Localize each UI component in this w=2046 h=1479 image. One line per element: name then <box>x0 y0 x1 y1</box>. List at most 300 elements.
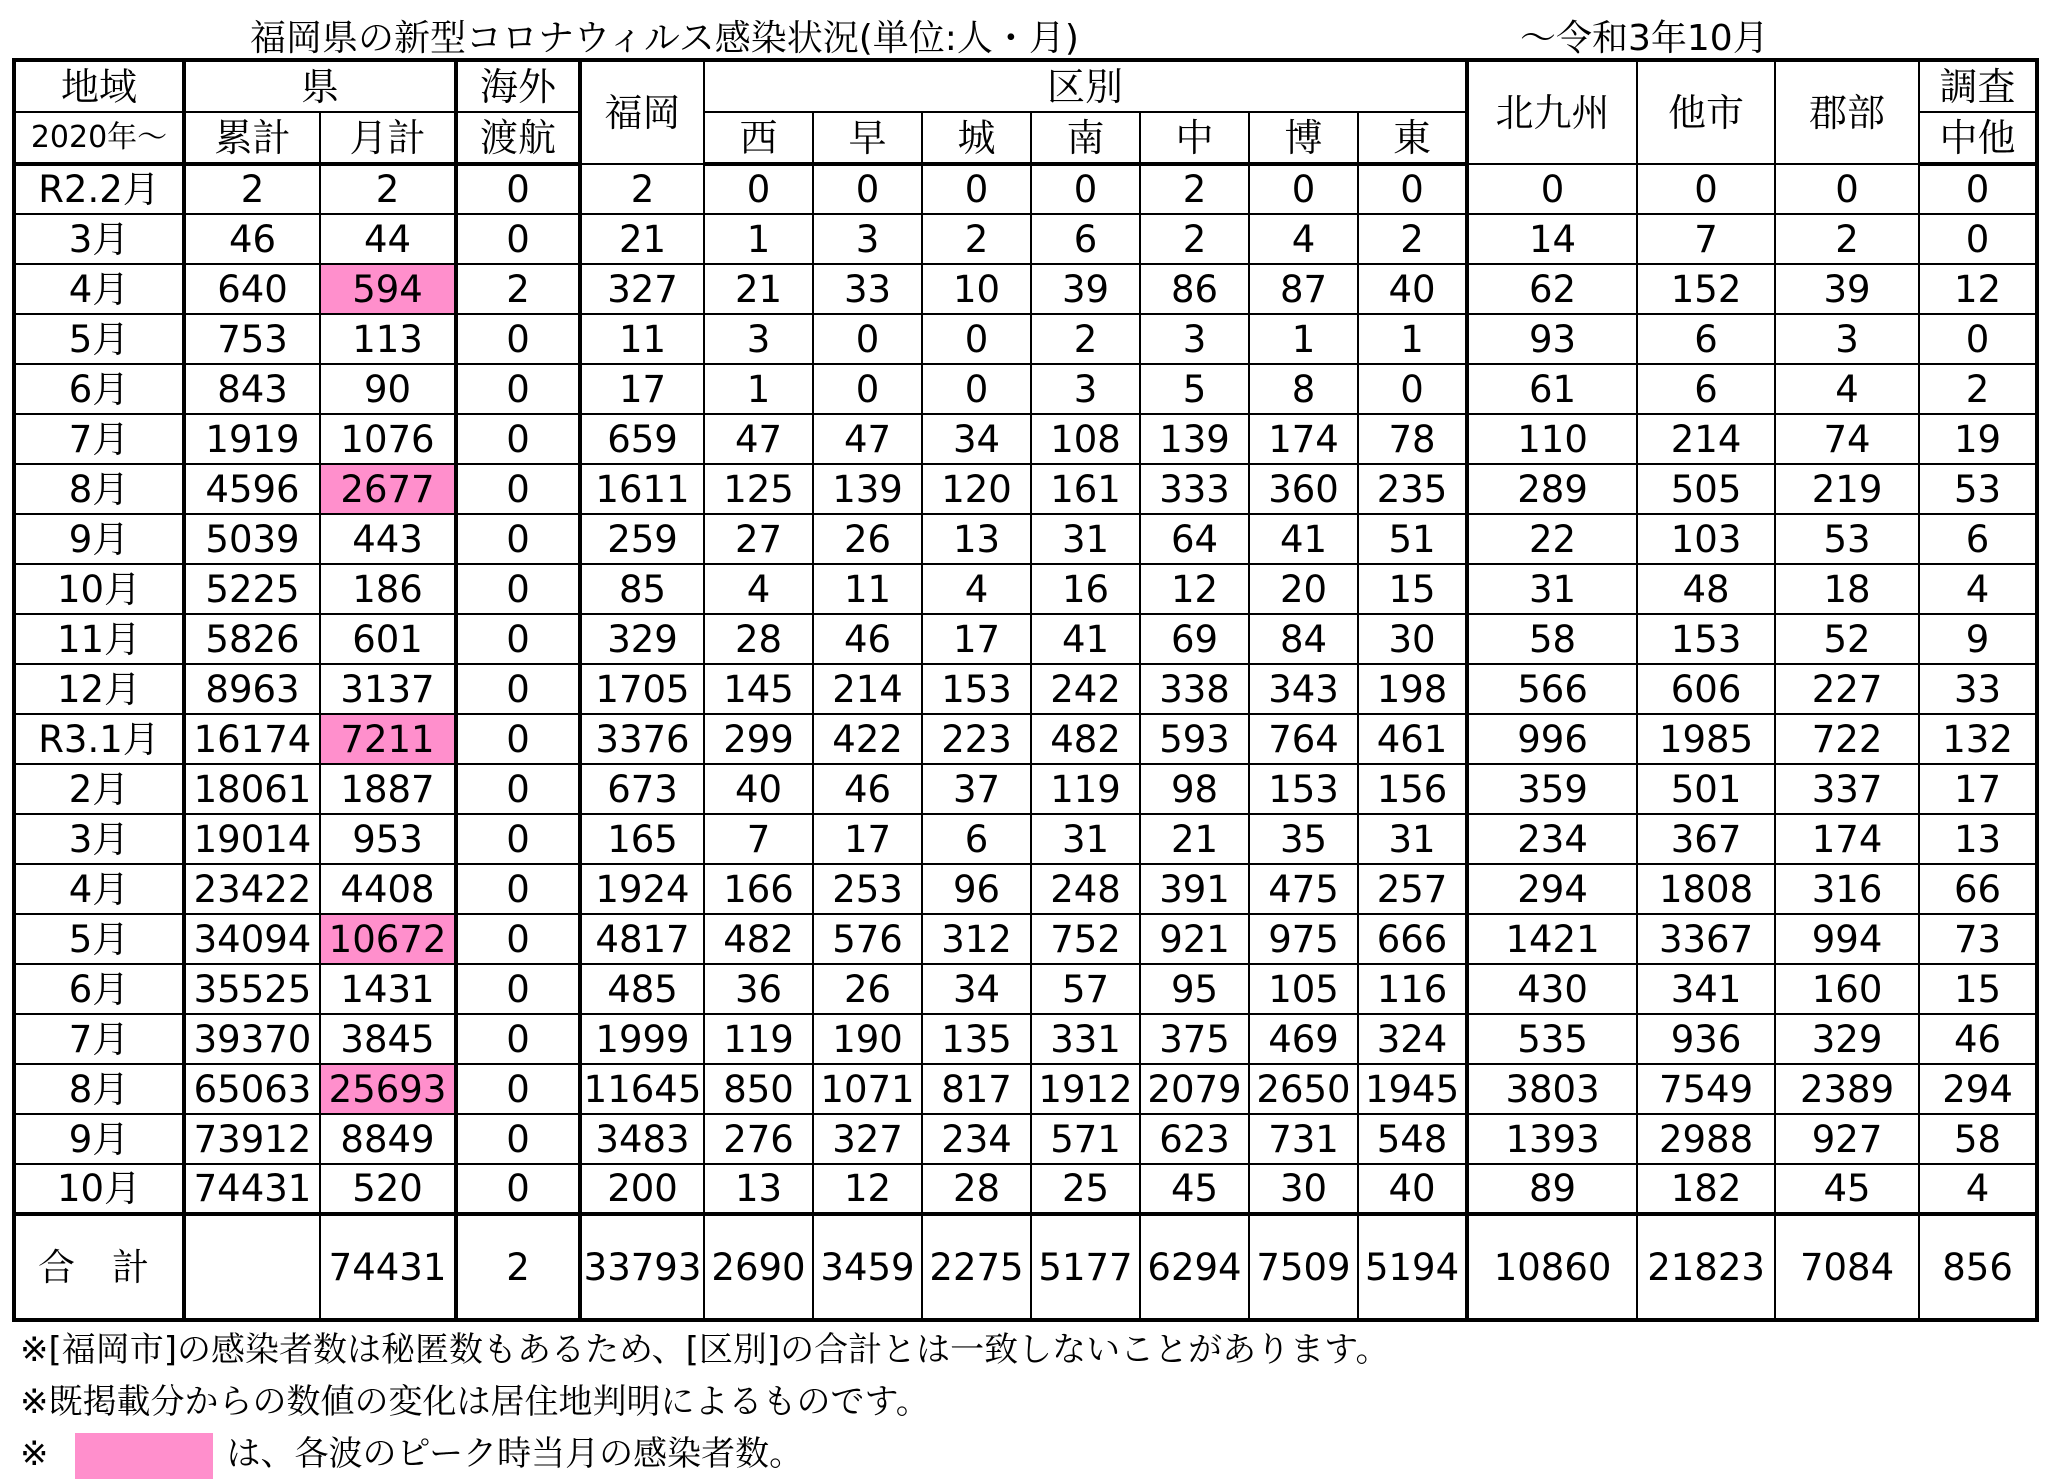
ward-nishi-cell: 125 <box>704 464 813 514</box>
month-cell: 10月 <box>14 1164 184 1214</box>
districts-cell: 316 <box>1775 864 1919 914</box>
districts-cell: 74 <box>1775 414 1919 464</box>
month-cell: 5月 <box>14 314 184 364</box>
districts-cell: 53 <box>1775 514 1919 564</box>
cumulative-cell: 74431 <box>184 1164 320 1214</box>
overseas-cell: 0 <box>456 714 580 764</box>
total-row <box>14 1214 2037 1320</box>
month-cell: 8月 <box>14 464 184 514</box>
ward-hakata-cell: 1 <box>1249 314 1358 364</box>
ward-nishi-cell: 21 <box>704 264 813 314</box>
ward-chuo-cell: 338 <box>1140 664 1249 714</box>
ward-hakata-cell: 105 <box>1249 964 1358 1014</box>
ward-minami-cell: 571 <box>1031 1114 1140 1164</box>
table-row <box>14 514 2037 564</box>
overseas-cell: 0 <box>456 364 580 414</box>
other-cities-cell: 103 <box>1637 514 1775 564</box>
ward-hakata-cell: 30 <box>1249 1164 1358 1214</box>
ward-chuo-cell: 391 <box>1140 864 1249 914</box>
ward-higashi-cell: 30 <box>1358 614 1467 664</box>
districts-cell: 160 <box>1775 964 1919 1014</box>
ward-minami-cell: 108 <box>1031 414 1140 464</box>
survey-cell: 73 <box>1919 914 2037 964</box>
kitakyushu-cell: 234 <box>1467 814 1637 864</box>
fukuoka-cell: 21 <box>580 214 704 264</box>
cumulative-cell: 23422 <box>184 864 320 914</box>
ward-nishi-cell: 276 <box>704 1114 813 1164</box>
ward-chuo-cell: 86 <box>1140 264 1249 314</box>
kitakyushu-cell: 3803 <box>1467 1064 1637 1114</box>
ward-hakata-cell: 0 <box>1249 164 1358 214</box>
ward-sawara-cell: 12 <box>813 1164 922 1214</box>
ward-nishi-cell: 1 <box>704 214 813 264</box>
month-cell: R2.2月 <box>14 164 184 214</box>
survey-cell: 17 <box>1919 764 2037 814</box>
ward-chuo-cell: 12 <box>1140 564 1249 614</box>
ward-chuo-cell: 98 <box>1140 764 1249 814</box>
survey-cell: 0 <box>1919 164 2037 214</box>
covid-table <box>12 58 2039 1322</box>
total-label: 合 計 <box>14 1214 184 1320</box>
fukuoka-cell: 1999 <box>580 1014 704 1064</box>
ward-hakata-cell: 174 <box>1249 414 1358 464</box>
month-cell: 7月 <box>14 1014 184 1064</box>
kitakyushu-cell: 58 <box>1467 614 1637 664</box>
cumulative-cell: 46 <box>184 214 320 264</box>
table-row <box>14 314 2037 364</box>
ward-higashi-cell: 548 <box>1358 1114 1467 1164</box>
districts-cell: 227 <box>1775 664 1919 714</box>
ward-sawara-cell: 33 <box>813 264 922 314</box>
survey-cell: 66 <box>1919 864 2037 914</box>
total-districts-cell: 7084 <box>1775 1214 1919 1320</box>
fukuoka-cell: 1611 <box>580 464 704 514</box>
ward-minami-cell: 248 <box>1031 864 1140 914</box>
total-ward-nishi-cell: 2690 <box>704 1214 813 1320</box>
cumulative-cell: 35525 <box>184 964 320 1014</box>
other-cities-cell: 0 <box>1637 164 1775 214</box>
other-cities-cell: 936 <box>1637 1014 1775 1064</box>
ward-sawara-cell: 26 <box>813 964 922 1014</box>
other-cities-cell: 153 <box>1637 614 1775 664</box>
overseas-cell: 0 <box>456 814 580 864</box>
ward-sawara-cell: 47 <box>813 414 922 464</box>
fukuoka-cell: 17 <box>580 364 704 414</box>
ward-sawara-cell: 576 <box>813 914 922 964</box>
kitakyushu-cell: 294 <box>1467 864 1637 914</box>
overseas-cell: 0 <box>456 514 580 564</box>
table-row <box>14 164 2037 214</box>
header-travel: 渡航 <box>456 112 580 164</box>
survey-cell: 6 <box>1919 514 2037 564</box>
ward-chuo-cell: 333 <box>1140 464 1249 514</box>
kitakyushu-cell: 61 <box>1467 364 1637 414</box>
cumulative-cell: 39370 <box>184 1014 320 1064</box>
cumulative-cell: 5826 <box>184 614 320 664</box>
districts-cell: 3 <box>1775 314 1919 364</box>
ward-sawara-cell: 3 <box>813 214 922 264</box>
ward-minami-cell: 57 <box>1031 964 1140 1014</box>
ward-jonan-cell: 4 <box>922 564 1031 614</box>
ward-chuo-cell: 3 <box>1140 314 1249 364</box>
monthly-cell: 443 <box>320 514 456 564</box>
table-title: 福岡県の新型コロナウィルス感染状況(単位:人・月) <box>250 18 1079 59</box>
header-ward-minami: 南 <box>1031 112 1140 164</box>
cumulative-cell: 65063 <box>184 1064 320 1114</box>
kitakyushu-cell: 1421 <box>1467 914 1637 964</box>
header-ward-nishi: 西 <box>704 112 813 164</box>
ward-hakata-cell: 87 <box>1249 264 1358 314</box>
ward-chuo-cell: 2 <box>1140 164 1249 214</box>
month-cell: 5月 <box>14 914 184 964</box>
survey-cell: 15 <box>1919 964 2037 1014</box>
month-cell: R3.1月 <box>14 714 184 764</box>
districts-cell: 0 <box>1775 164 1919 214</box>
header-region: 地域 <box>14 60 184 112</box>
ward-chuo-cell: 64 <box>1140 514 1249 564</box>
total-cumulative-cell <box>184 1214 320 1320</box>
overseas-cell: 0 <box>456 214 580 264</box>
ward-jonan-cell: 817 <box>922 1064 1031 1114</box>
header-other: 中他 <box>1919 112 2037 164</box>
monthly-cell: 90 <box>320 364 456 414</box>
ward-chuo-cell: 139 <box>1140 414 1249 464</box>
other-cities-cell: 501 <box>1637 764 1775 814</box>
monthly-cell: 7211 <box>320 714 456 764</box>
other-cities-cell: 367 <box>1637 814 1775 864</box>
other-cities-cell: 6 <box>1637 364 1775 414</box>
ward-jonan-cell: 312 <box>922 914 1031 964</box>
ward-sawara-cell: 11 <box>813 564 922 614</box>
header-kitakyushu: 北九州 <box>1467 60 1637 164</box>
ward-sawara-cell: 46 <box>813 764 922 814</box>
monthly-cell: 8849 <box>320 1114 456 1164</box>
header-cumulative: 累計 <box>184 112 320 164</box>
ward-higashi-cell: 0 <box>1358 364 1467 414</box>
fukuoka-cell: 1924 <box>580 864 704 914</box>
kitakyushu-cell: 93 <box>1467 314 1637 364</box>
ward-jonan-cell: 34 <box>922 964 1031 1014</box>
cumulative-cell: 843 <box>184 364 320 414</box>
note-peak-legend <box>20 1426 803 1479</box>
ward-nishi-cell: 27 <box>704 514 813 564</box>
total-ward-higashi-cell: 5194 <box>1358 1214 1467 1320</box>
ward-nishi-cell: 4 <box>704 564 813 614</box>
header-year: 2020年～ <box>14 112 184 164</box>
districts-cell: 329 <box>1775 1014 1919 1064</box>
other-cities-cell: 214 <box>1637 414 1775 464</box>
header-ward: 区別 <box>704 60 1467 112</box>
ward-nishi-cell: 145 <box>704 664 813 714</box>
ward-chuo-cell: 593 <box>1140 714 1249 764</box>
ward-hakata-cell: 975 <box>1249 914 1358 964</box>
ward-jonan-cell: 6 <box>922 814 1031 864</box>
fukuoka-cell: 165 <box>580 814 704 864</box>
table-row <box>14 764 2037 814</box>
kitakyushu-cell: 22 <box>1467 514 1637 564</box>
ward-jonan-cell: 0 <box>922 364 1031 414</box>
header-ward-higashi: 東 <box>1358 112 1467 164</box>
districts-cell: 18 <box>1775 564 1919 614</box>
ward-minami-cell: 0 <box>1031 164 1140 214</box>
monthly-cell: 10672 <box>320 914 456 964</box>
ward-hakata-cell: 469 <box>1249 1014 1358 1064</box>
ward-nishi-cell: 850 <box>704 1064 813 1114</box>
ward-chuo-cell: 2 <box>1140 214 1249 264</box>
other-cities-cell: 2988 <box>1637 1114 1775 1164</box>
ward-hakata-cell: 475 <box>1249 864 1358 914</box>
header-monthly: 月計 <box>320 112 456 164</box>
total-survey-cell: 856 <box>1919 1214 2037 1320</box>
ward-jonan-cell: 96 <box>922 864 1031 914</box>
table-row <box>14 964 2037 1014</box>
ward-sawara-cell: 1071 <box>813 1064 922 1114</box>
ward-minami-cell: 331 <box>1031 1014 1140 1064</box>
ward-higashi-cell: 15 <box>1358 564 1467 614</box>
overseas-cell: 0 <box>456 314 580 364</box>
month-cell: 6月 <box>14 364 184 414</box>
fukuoka-cell: 85 <box>580 564 704 614</box>
kitakyushu-cell: 1393 <box>1467 1114 1637 1164</box>
overseas-cell: 0 <box>456 614 580 664</box>
cumulative-cell: 753 <box>184 314 320 364</box>
overseas-cell: 0 <box>456 764 580 814</box>
table-row <box>14 564 2037 614</box>
ward-hakata-cell: 2650 <box>1249 1064 1358 1114</box>
total-fukuoka-cell: 33793 <box>580 1214 704 1320</box>
table-row <box>14 364 2037 414</box>
overseas-cell: 2 <box>456 264 580 314</box>
survey-cell: 0 <box>1919 314 2037 364</box>
overseas-cell: 0 <box>456 1064 580 1114</box>
ward-higashi-cell: 40 <box>1358 1164 1467 1214</box>
overseas-cell: 0 <box>456 664 580 714</box>
ward-chuo-cell: 21 <box>1140 814 1249 864</box>
ward-minami-cell: 752 <box>1031 914 1140 964</box>
fukuoka-cell: 259 <box>580 514 704 564</box>
ward-higashi-cell: 31 <box>1358 814 1467 864</box>
ward-minami-cell: 119 <box>1031 764 1140 814</box>
peak-color-swatch <box>75 1433 213 1479</box>
survey-cell: 0 <box>1919 214 2037 264</box>
fukuoka-cell: 11645 <box>580 1064 704 1114</box>
monthly-cell: 953 <box>320 814 456 864</box>
ward-sawara-cell: 327 <box>813 1114 922 1164</box>
districts-cell: 39 <box>1775 264 1919 314</box>
ward-jonan-cell: 17 <box>922 614 1031 664</box>
ward-jonan-cell: 10 <box>922 264 1031 314</box>
kitakyushu-cell: 0 <box>1467 164 1637 214</box>
ward-higashi-cell: 51 <box>1358 514 1467 564</box>
overseas-cell: 0 <box>456 464 580 514</box>
ward-chuo-cell: 69 <box>1140 614 1249 664</box>
cumulative-cell: 640 <box>184 264 320 314</box>
fukuoka-cell: 11 <box>580 314 704 364</box>
table-row <box>14 864 2037 914</box>
survey-cell: 2 <box>1919 364 2037 414</box>
header-ward-sawara: 早 <box>813 112 922 164</box>
total-other-cities-cell: 21823 <box>1637 1214 1775 1320</box>
header-survey: 調査 <box>1919 60 2037 112</box>
ward-sawara-cell: 17 <box>813 814 922 864</box>
ward-higashi-cell: 0 <box>1358 164 1467 214</box>
ward-minami-cell: 39 <box>1031 264 1140 314</box>
ward-minami-cell: 1912 <box>1031 1064 1140 1114</box>
total-overseas-cell: 2 <box>456 1214 580 1320</box>
overseas-cell: 0 <box>456 414 580 464</box>
ward-nishi-cell: 299 <box>704 714 813 764</box>
ward-jonan-cell: 223 <box>922 714 1031 764</box>
monthly-cell: 1431 <box>320 964 456 1014</box>
kitakyushu-cell: 289 <box>1467 464 1637 514</box>
fukuoka-cell: 327 <box>580 264 704 314</box>
ward-nishi-cell: 119 <box>704 1014 813 1064</box>
total-ward-minami-cell: 5177 <box>1031 1214 1140 1320</box>
fukuoka-cell: 659 <box>580 414 704 464</box>
ward-higashi-cell: 1 <box>1358 314 1467 364</box>
ward-higashi-cell: 116 <box>1358 964 1467 1014</box>
ward-jonan-cell: 13 <box>922 514 1031 564</box>
table-row <box>14 1014 2037 1064</box>
monthly-cell: 3137 <box>320 664 456 714</box>
ward-higashi-cell: 461 <box>1358 714 1467 764</box>
districts-cell: 174 <box>1775 814 1919 864</box>
header-ward-jonan: 城 <box>922 112 1031 164</box>
ward-nishi-cell: 47 <box>704 414 813 464</box>
ward-hakata-cell: 360 <box>1249 464 1358 514</box>
ward-minami-cell: 31 <box>1031 814 1140 864</box>
districts-cell: 2389 <box>1775 1064 1919 1114</box>
month-cell: 6月 <box>14 964 184 1014</box>
other-cities-cell: 7549 <box>1637 1064 1775 1114</box>
cumulative-cell: 4596 <box>184 464 320 514</box>
period-label: ～令和3年10月 <box>1520 18 1769 59</box>
other-cities-cell: 1808 <box>1637 864 1775 914</box>
ward-nishi-cell: 7 <box>704 814 813 864</box>
kitakyushu-cell: 359 <box>1467 764 1637 814</box>
kitakyushu-cell: 430 <box>1467 964 1637 1014</box>
ward-nishi-cell: 36 <box>704 964 813 1014</box>
ward-hakata-cell: 731 <box>1249 1114 1358 1164</box>
survey-cell: 4 <box>1919 564 2037 614</box>
ward-minami-cell: 3 <box>1031 364 1140 414</box>
fukuoka-cell: 329 <box>580 614 704 664</box>
ward-minami-cell: 25 <box>1031 1164 1140 1214</box>
total-ward-hakata-cell: 7509 <box>1249 1214 1358 1320</box>
ward-jonan-cell: 28 <box>922 1164 1031 1214</box>
table-row <box>14 664 2037 714</box>
cumulative-cell: 16174 <box>184 714 320 764</box>
other-cities-cell: 3367 <box>1637 914 1775 964</box>
survey-cell: 4 <box>1919 1164 2037 1214</box>
table-body <box>14 164 2037 1320</box>
fukuoka-cell: 485 <box>580 964 704 1014</box>
note-peak-prefix: ※ <box>20 1434 49 1474</box>
other-cities-cell: 505 <box>1637 464 1775 514</box>
ward-sawara-cell: 139 <box>813 464 922 514</box>
survey-cell: 58 <box>1919 1114 2037 1164</box>
other-cities-cell: 341 <box>1637 964 1775 1014</box>
total-monthly-cell: 74431 <box>320 1214 456 1320</box>
ward-sawara-cell: 190 <box>813 1014 922 1064</box>
districts-cell: 722 <box>1775 714 1919 764</box>
cumulative-cell: 2 <box>184 164 320 214</box>
other-cities-cell: 606 <box>1637 664 1775 714</box>
ward-higashi-cell: 156 <box>1358 764 1467 814</box>
ward-chuo-cell: 5 <box>1140 364 1249 414</box>
note-peak-text: は、各波のピーク時当月の感染者数。 <box>226 1434 804 1474</box>
month-cell: 12月 <box>14 664 184 714</box>
survey-cell: 19 <box>1919 414 2037 464</box>
header-fukuoka: 福岡 <box>580 60 704 164</box>
overseas-cell: 0 <box>456 164 580 214</box>
monthly-cell: 1076 <box>320 414 456 464</box>
districts-cell: 337 <box>1775 764 1919 814</box>
month-cell: 9月 <box>14 514 184 564</box>
ward-sawara-cell: 214 <box>813 664 922 714</box>
ward-higashi-cell: 666 <box>1358 914 1467 964</box>
monthly-cell: 594 <box>320 264 456 314</box>
kitakyushu-cell: 535 <box>1467 1014 1637 1064</box>
survey-cell: 13 <box>1919 814 2037 864</box>
table-row <box>14 1064 2037 1114</box>
ward-minami-cell: 31 <box>1031 514 1140 564</box>
overseas-cell: 0 <box>456 1014 580 1064</box>
ward-sawara-cell: 0 <box>813 364 922 414</box>
ward-chuo-cell: 375 <box>1140 1014 1249 1064</box>
table-row <box>14 1114 2037 1164</box>
kitakyushu-cell: 14 <box>1467 214 1637 264</box>
total-ward-chuo-cell: 6294 <box>1140 1214 1249 1320</box>
cumulative-cell: 18061 <box>184 764 320 814</box>
ward-jonan-cell: 153 <box>922 664 1031 714</box>
ward-nishi-cell: 13 <box>704 1164 813 1214</box>
overseas-cell: 0 <box>456 1164 580 1214</box>
ward-jonan-cell: 37 <box>922 764 1031 814</box>
month-cell: 10月 <box>14 564 184 614</box>
monthly-cell: 2677 <box>320 464 456 514</box>
ward-minami-cell: 41 <box>1031 614 1140 664</box>
ward-hakata-cell: 8 <box>1249 364 1358 414</box>
table-row <box>14 914 2037 964</box>
fukuoka-cell: 3376 <box>580 714 704 764</box>
table-row <box>14 264 2037 314</box>
table-row <box>14 464 2037 514</box>
cumulative-cell: 5039 <box>184 514 320 564</box>
ward-hakata-cell: 84 <box>1249 614 1358 664</box>
ward-hakata-cell: 35 <box>1249 814 1358 864</box>
kitakyushu-cell: 566 <box>1467 664 1637 714</box>
ward-jonan-cell: 0 <box>922 314 1031 364</box>
header-other-cities: 他市 <box>1637 60 1775 164</box>
fukuoka-cell: 673 <box>580 764 704 814</box>
month-cell: 3月 <box>14 214 184 264</box>
ward-nishi-cell: 166 <box>704 864 813 914</box>
districts-cell: 2 <box>1775 214 1919 264</box>
fukuoka-cell: 200 <box>580 1164 704 1214</box>
total-ward-jonan-cell: 2275 <box>922 1214 1031 1320</box>
other-cities-cell: 152 <box>1637 264 1775 314</box>
ward-jonan-cell: 135 <box>922 1014 1031 1064</box>
ward-nishi-cell: 1 <box>704 364 813 414</box>
ward-sawara-cell: 0 <box>813 164 922 214</box>
ward-sawara-cell: 26 <box>813 514 922 564</box>
ward-hakata-cell: 20 <box>1249 564 1358 614</box>
monthly-cell: 25693 <box>320 1064 456 1114</box>
ward-higashi-cell: 198 <box>1358 664 1467 714</box>
ward-minami-cell: 482 <box>1031 714 1140 764</box>
districts-cell: 4 <box>1775 364 1919 414</box>
